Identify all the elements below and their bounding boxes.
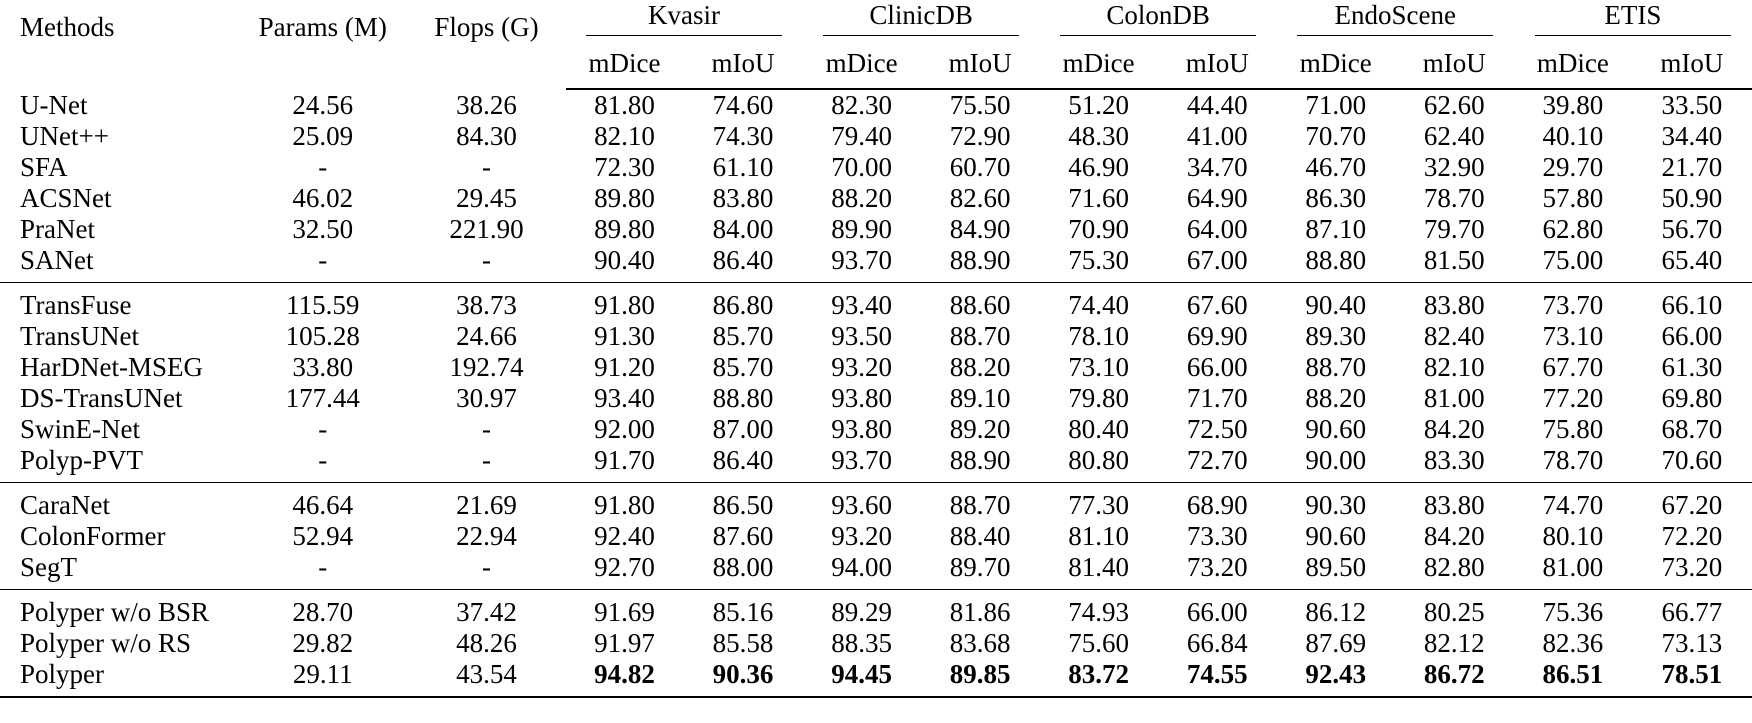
method-name: TransFuse (20, 290, 132, 320)
metric-cell: 67.20 (1661, 490, 1723, 520)
metric-cell: 85.58 (712, 628, 774, 658)
metric-cell: 81.80 (594, 90, 655, 120)
metric-cell: 83.68 (949, 628, 1011, 658)
metric-cell: 88.70 (949, 321, 1011, 351)
metric-cell: 73.13 (1661, 628, 1723, 658)
metric-cell: 73.10 (1542, 321, 1604, 351)
metric-cell: 86.50 (712, 490, 774, 520)
metric-cell: 94.82 (566, 659, 684, 697)
metric-cell: 46.90 (1068, 152, 1130, 182)
table-header (0, 0, 1752, 89)
metric-cell: 88.20 (831, 183, 892, 213)
table-row (0, 521, 1752, 552)
method-name: ColonFormer (20, 521, 166, 551)
table-row (0, 321, 1752, 352)
metric-cell: 90.40 (566, 245, 684, 283)
metric-cell: 81.00 (1514, 552, 1632, 590)
metric-cell: 90.40 (1305, 290, 1367, 320)
method-name: Polyper (0, 659, 238, 697)
metric-cell: 83.80 (1423, 490, 1485, 520)
metric-cell: 78.70 (1514, 445, 1632, 483)
metric-cell: 34.40 (1661, 121, 1723, 151)
header-dataset-etis (1514, 0, 1752, 38)
metric-cell: 80.40 (1068, 414, 1130, 444)
metric-cell: 91.97 (594, 628, 655, 658)
header-methods: Methods (20, 12, 115, 42)
params-cell: 115.59 (286, 290, 360, 320)
metric-cell: 94.45 (803, 659, 921, 697)
header-metric-miou: mIoU (684, 38, 803, 89)
metric-cell: 66.00 (1661, 321, 1723, 351)
metric-cell: 85.70 (712, 321, 774, 351)
metric-cell: 89.20 (949, 414, 1011, 444)
method-name: U-Net (20, 89, 88, 120)
metric-cell: 62.80 (1542, 214, 1604, 244)
params-cell: 105.28 (285, 321, 360, 351)
metric-cell: 89.30 (1305, 321, 1367, 351)
metric-cell: 86.40 (684, 245, 803, 283)
header-metric-miou: mIoU (921, 38, 1040, 89)
metric-cell: 91.69 (594, 597, 655, 627)
metric-cell: 66.00 (1186, 352, 1248, 382)
metric-cell: 77.20 (1542, 383, 1604, 413)
dataset-label: ColonDB (1060, 0, 1256, 36)
metric-cell: 84.20 (1423, 414, 1485, 444)
metric-cell: 79.70 (1423, 214, 1485, 244)
metric-cell: 33.50 (1661, 90, 1723, 120)
metric-cell: 88.20 (949, 352, 1011, 382)
metric-cell: 88.90 (921, 445, 1040, 483)
metric-cell: 80.25 (1423, 597, 1485, 627)
table-row (0, 121, 1752, 152)
metric-cell: 88.40 (949, 521, 1011, 551)
metric-cell: 78.10 (1068, 321, 1130, 351)
metric-cell: 68.70 (1661, 414, 1723, 444)
metric-cell: 74.30 (712, 121, 774, 151)
metric-cell: 40.10 (1542, 121, 1604, 151)
metric-cell: 82.80 (1395, 552, 1514, 590)
header-metric-miou: mIoU (1632, 38, 1752, 89)
metric-cell: 93.80 (831, 414, 892, 444)
params-cell: 29.82 (292, 628, 354, 658)
metric-cell: 87.60 (712, 521, 774, 551)
metric-cell: 82.60 (949, 183, 1011, 213)
flops-cell: 29.45 (456, 183, 517, 213)
metric-cell: 73.70 (1542, 290, 1604, 320)
metric-cell: 88.00 (684, 552, 803, 590)
metric-cell: 93.70 (803, 445, 921, 483)
metric-cell: 88.60 (949, 290, 1011, 320)
metric-cell: 34.70 (1186, 152, 1248, 182)
metric-cell: 61.10 (712, 152, 774, 182)
metric-cell: 90.60 (1305, 414, 1367, 444)
params-cell: - (238, 445, 407, 483)
metric-cell: 88.80 (1277, 245, 1395, 283)
flops-cell: 38.73 (456, 290, 517, 320)
metric-cell: 80.10 (1542, 521, 1604, 551)
metric-cell: 87.69 (1305, 628, 1367, 658)
metric-cell: 66.10 (1661, 290, 1723, 320)
metric-cell: 81.00 (1423, 383, 1485, 413)
table-row (0, 659, 1752, 697)
metric-cell: 84.20 (1423, 521, 1485, 551)
metric-cell: 83.30 (1395, 445, 1514, 483)
table-row (0, 628, 1752, 659)
header-metric-miou: mIoU (1395, 38, 1514, 89)
flops-cell: - (407, 445, 565, 483)
metric-cell: 39.80 (1542, 90, 1604, 120)
metric-cell: 93.40 (831, 290, 892, 320)
table-row (0, 152, 1752, 183)
metric-cell: 86.72 (1395, 659, 1514, 697)
metric-cell: 75.00 (1514, 245, 1632, 283)
header-metric-mdice: mDice (1040, 38, 1158, 89)
metric-cell: 84.00 (712, 214, 774, 244)
metric-cell: 72.20 (1661, 521, 1723, 551)
metric-cell: 48.30 (1068, 121, 1130, 151)
header-dataset-clinicdb (803, 0, 1040, 38)
metric-cell: 74.55 (1158, 659, 1277, 697)
metric-cell: 62.60 (1423, 90, 1485, 120)
flops-cell: - (481, 152, 491, 182)
metric-cell: 90.30 (1305, 490, 1367, 520)
metric-cell: 88.35 (831, 628, 892, 658)
method-name: DS-TransUNet (20, 383, 183, 413)
metric-cell: 74.40 (1068, 290, 1130, 320)
metric-cell: 67.60 (1186, 290, 1248, 320)
flops-cell: 21.69 (456, 490, 517, 520)
metric-cell: 70.60 (1632, 445, 1752, 483)
metric-cell: 94.00 (803, 552, 921, 590)
metric-cell: 86.12 (1305, 597, 1367, 627)
metric-cell: 88.20 (1305, 383, 1367, 413)
metric-cell: 92.70 (566, 552, 684, 590)
table-row (0, 590, 1752, 629)
metric-cell: 88.70 (1305, 352, 1367, 382)
table-row (0, 89, 1752, 121)
flops-cell: 37.42 (456, 597, 517, 627)
metric-cell: 82.10 (594, 121, 655, 151)
metric-cell: 64.00 (1186, 214, 1248, 244)
metric-cell: 86.51 (1514, 659, 1632, 697)
metric-cell: 32.90 (1423, 152, 1485, 182)
metric-cell: 50.90 (1661, 183, 1723, 213)
header-metric-mdice: mDice (566, 38, 684, 89)
metric-cell: 71.00 (1305, 90, 1367, 120)
method-name: Polyper w/o RS (20, 628, 192, 658)
metric-cell: 91.70 (566, 445, 684, 483)
flops-cell: 30.97 (456, 383, 517, 413)
params-cell: - (238, 245, 407, 283)
metric-cell: 86.30 (1305, 183, 1367, 213)
metric-cell: 81.40 (1040, 552, 1158, 590)
metric-cell: 41.00 (1186, 121, 1248, 151)
metric-cell: 71.70 (1186, 383, 1248, 413)
metric-cell: 87.10 (1305, 214, 1367, 244)
table-row (0, 214, 1752, 245)
metric-cell: 82.10 (1423, 352, 1485, 382)
metric-cell: 92.40 (594, 521, 655, 551)
method-name: SANet (0, 245, 238, 283)
metric-cell: 73.30 (1186, 521, 1248, 551)
flops-cell: 221.90 (449, 214, 524, 244)
metric-cell: 93.70 (803, 245, 921, 283)
metric-cell: 79.40 (831, 121, 892, 151)
metric-cell: 88.70 (949, 490, 1011, 520)
method-name: SwinE-Net (20, 414, 140, 444)
header-metric-mdice: mDice (803, 38, 921, 89)
metric-cell: 78.70 (1423, 183, 1485, 213)
flops-cell: 24.66 (456, 321, 517, 351)
params-cell: 25.09 (292, 121, 354, 151)
metric-cell: 74.93 (1068, 597, 1130, 627)
table-row (0, 483, 1752, 522)
header-dataset-kvasir (566, 0, 803, 38)
header-dataset-endoscene (1277, 0, 1514, 38)
metric-cell: 93.40 (594, 383, 655, 413)
header-flops: Flops (G) (434, 12, 539, 42)
flops-cell: 48.26 (456, 628, 517, 658)
metric-cell: 72.30 (594, 152, 655, 182)
metric-cell: 44.40 (1186, 90, 1248, 120)
method-name: PraNet (20, 214, 95, 244)
metric-cell: 51.20 (1068, 90, 1130, 120)
flops-cell: - (407, 552, 565, 590)
metric-cell: 69.90 (1186, 321, 1248, 351)
metric-cell: 81.86 (949, 597, 1011, 627)
method-name: Polyper w/o BSR (20, 597, 210, 627)
flops-cell: 22.94 (456, 521, 517, 551)
params-cell: 33.80 (292, 352, 354, 382)
metric-cell: 75.60 (1068, 628, 1130, 658)
metric-cell: 67.70 (1542, 352, 1604, 382)
metric-cell: 92.00 (594, 414, 655, 444)
flops-cell: 43.54 (407, 659, 565, 697)
dataset-label: ETIS (1535, 0, 1731, 36)
metric-cell: 74.60 (712, 90, 774, 120)
metric-cell: 89.29 (831, 597, 892, 627)
metric-cell: 93.60 (831, 490, 892, 520)
header-params: Params (M) (258, 12, 387, 42)
metric-cell: 90.00 (1277, 445, 1395, 483)
metric-cell: 85.70 (712, 352, 774, 382)
metric-cell: 93.50 (831, 321, 892, 351)
flops-cell: - (407, 245, 565, 283)
metric-cell: 81.50 (1395, 245, 1514, 283)
params-cell: 52.94 (292, 521, 354, 551)
params-cell: - (318, 152, 328, 182)
metric-cell: 89.90 (831, 214, 892, 244)
method-name: Polyp-PVT (0, 445, 238, 483)
table-body (0, 89, 1752, 697)
metric-cell: 62.40 (1423, 121, 1485, 151)
params-cell: 28.70 (292, 597, 354, 627)
metric-cell: 93.20 (831, 352, 892, 382)
metric-cell: 66.00 (1186, 597, 1248, 627)
metric-cell: 69.80 (1661, 383, 1723, 413)
table-row (0, 445, 1752, 483)
table-row (0, 245, 1752, 283)
header-metric-mdice: mDice (1277, 38, 1395, 89)
flops-cell: 192.74 (449, 352, 524, 382)
method-name: UNet++ (20, 121, 109, 151)
table-row (0, 414, 1752, 445)
metric-cell: 60.70 (949, 152, 1011, 182)
metric-cell: 70.70 (1305, 121, 1367, 151)
metric-cell: 92.43 (1277, 659, 1395, 697)
metric-cell: 75.80 (1542, 414, 1604, 444)
metric-cell: 82.12 (1423, 628, 1485, 658)
metric-cell: 82.36 (1542, 628, 1604, 658)
metric-cell: 65.40 (1632, 245, 1752, 283)
metric-cell: 90.36 (684, 659, 803, 697)
metric-cell: 73.20 (1632, 552, 1752, 590)
metric-cell: 91.20 (594, 352, 655, 382)
metric-cell: 66.84 (1186, 628, 1248, 658)
params-cell: - (238, 552, 407, 590)
flops-cell: - (481, 414, 491, 444)
method-name: TransUNet (20, 321, 140, 351)
metric-cell: 84.90 (949, 214, 1011, 244)
metric-cell: 73.20 (1158, 552, 1277, 590)
method-name: ACSNet (20, 183, 112, 213)
metric-cell: 70.90 (1068, 214, 1130, 244)
metric-cell: 75.50 (949, 90, 1011, 120)
header-metric-miou: mIoU (1158, 38, 1277, 89)
header-dataset-colondb (1040, 0, 1277, 38)
params-cell: 24.56 (292, 89, 354, 120)
metric-cell: 86.40 (684, 445, 803, 483)
metric-cell: 61.30 (1661, 352, 1723, 382)
metric-cell: 83.72 (1040, 659, 1158, 697)
metric-cell: 89.80 (594, 183, 655, 213)
metric-cell: 91.80 (594, 290, 655, 320)
method-name: SFA (20, 152, 68, 182)
metric-cell: 71.60 (1068, 183, 1130, 213)
metric-cell: 89.80 (594, 214, 655, 244)
metric-cell: 46.70 (1305, 152, 1367, 182)
metric-cell: 67.00 (1158, 245, 1277, 283)
metric-cell: 82.40 (1423, 321, 1485, 351)
metric-cell: 64.90 (1186, 183, 1248, 213)
metric-cell: 66.77 (1661, 597, 1723, 627)
metric-cell: 72.50 (1186, 414, 1248, 444)
method-name: CaraNet (20, 490, 110, 520)
params-cell: 29.11 (238, 659, 407, 697)
metric-cell: 89.10 (949, 383, 1011, 413)
params-cell: 177.44 (285, 383, 360, 413)
metric-cell: 89.70 (921, 552, 1040, 590)
dataset-label: EndoScene (1297, 0, 1493, 36)
metric-cell: 73.10 (1068, 352, 1130, 382)
metric-cell: 70.00 (831, 152, 892, 182)
metric-cell: 56.70 (1661, 214, 1723, 244)
metric-cell: 91.30 (594, 321, 655, 351)
metric-cell: 87.00 (712, 414, 774, 444)
metric-cell: 83.80 (1423, 290, 1485, 320)
table-row (0, 352, 1752, 383)
table-row (0, 552, 1752, 590)
table-row (0, 383, 1752, 414)
metric-cell: 75.36 (1542, 597, 1604, 627)
metric-cell: 83.80 (712, 183, 774, 213)
metric-cell: 81.10 (1068, 521, 1130, 551)
metric-cell: 78.51 (1632, 659, 1752, 697)
dataset-label: Kvasir (586, 0, 782, 36)
metric-cell: 75.30 (1040, 245, 1158, 283)
metric-cell: 88.80 (712, 383, 774, 413)
metric-cell: 74.70 (1542, 490, 1604, 520)
metric-cell: 68.90 (1186, 490, 1248, 520)
params-cell: 46.02 (292, 183, 354, 213)
params-cell: 32.50 (292, 214, 354, 244)
table-row (0, 183, 1752, 214)
metric-cell: 88.90 (921, 245, 1040, 283)
metric-cell: 82.30 (831, 90, 892, 120)
metric-cell: 90.60 (1305, 521, 1367, 551)
flops-cell: 84.30 (456, 121, 517, 151)
metric-cell: 91.80 (594, 490, 655, 520)
metric-cell: 29.70 (1542, 152, 1604, 182)
method-name: SegT (0, 552, 238, 590)
metric-cell: 89.50 (1277, 552, 1395, 590)
table-row (0, 283, 1752, 322)
metric-cell: 80.80 (1040, 445, 1158, 483)
dataset-label: ClinicDB (823, 0, 1019, 36)
metric-cell: 72.70 (1158, 445, 1277, 483)
flops-cell: 38.26 (456, 89, 517, 120)
metric-cell: 89.85 (921, 659, 1040, 697)
metric-cell: 21.70 (1661, 152, 1723, 182)
metric-cell: 57.80 (1542, 183, 1604, 213)
params-cell: - (318, 414, 328, 444)
header-metric-mdice: mDice (1514, 38, 1632, 89)
metric-cell: 86.80 (712, 290, 774, 320)
metric-cell: 77.30 (1068, 490, 1130, 520)
metric-cell: 72.90 (949, 121, 1011, 151)
metric-cell: 85.16 (712, 597, 774, 627)
params-cell: 46.64 (292, 490, 354, 520)
metric-cell: 79.80 (1068, 383, 1130, 413)
metric-cell: 93.80 (831, 383, 892, 413)
method-name: HarDNet-MSEG (20, 352, 203, 382)
metric-cell: 93.20 (831, 521, 892, 551)
